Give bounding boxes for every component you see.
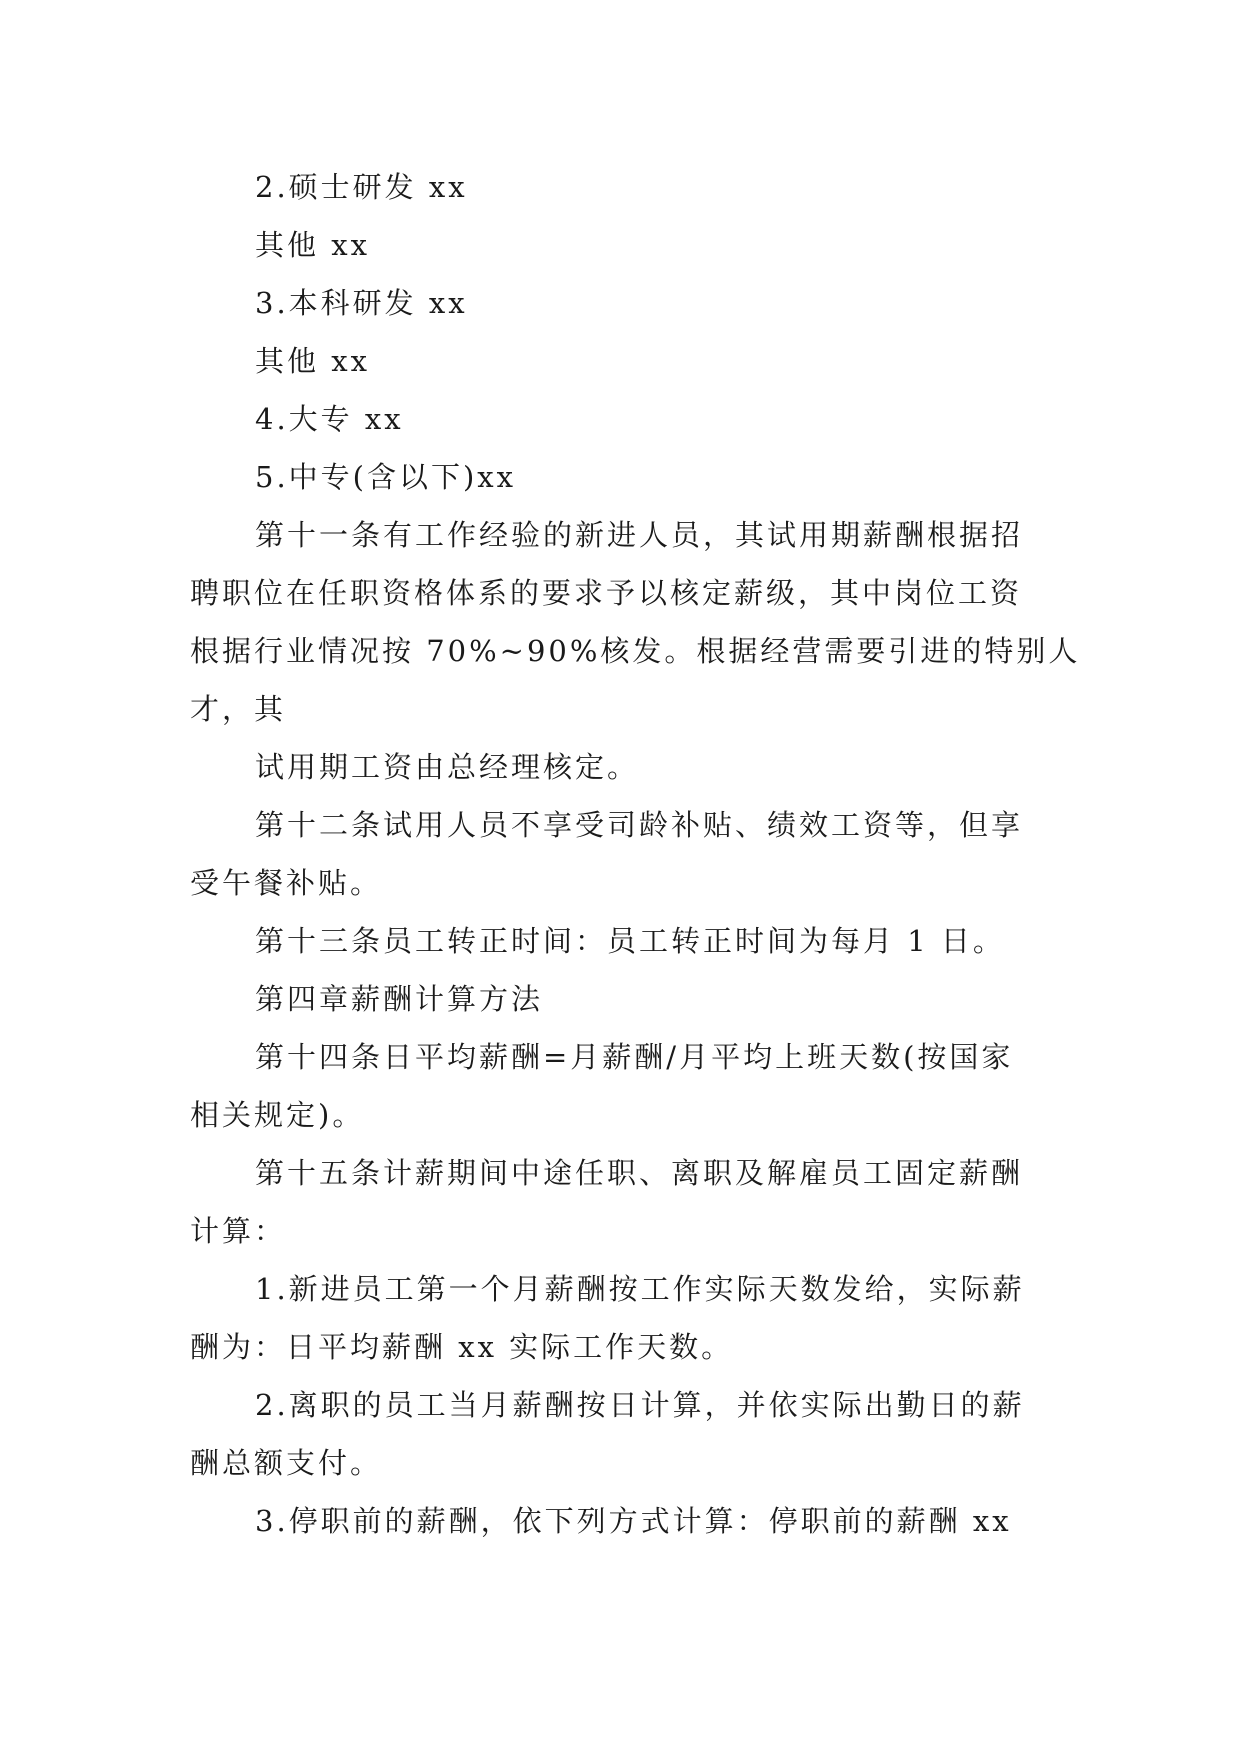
text-line: 第十三条员工转正时间：员工转正时间为每月 1 日。: [255, 924, 1005, 958]
text-line: 才，其: [190, 692, 287, 726]
text-line: 其他 xx: [255, 228, 370, 262]
text-line: 第十一条有工作经验的新进人员，其试用期薪酬根据招: [255, 518, 1024, 552]
text-line: 第十二条试用人员不享受司龄补贴、绩效工资等，但享: [255, 808, 1024, 842]
text-line: 酬总额支付。: [190, 1446, 383, 1480]
chapter-heading: 第四章薪酬计算方法: [255, 982, 544, 1016]
text-line: 3.停职前的薪酬，依下列方式计算：停职前的薪酬 xx: [255, 1504, 1012, 1538]
text-line: 受午餐补贴。: [190, 866, 383, 900]
text-line: 聘职位在任职资格体系的要求予以核定薪级，其中岗位工资: [190, 576, 1023, 610]
text-line: 2.离职的员工当月薪酬按日计算，并依实际出勤日的薪: [255, 1388, 1025, 1422]
text-line: 4.大专 xx: [255, 402, 404, 436]
text-line: 3.本科研发 xx: [255, 286, 468, 320]
text-line: 酬为：日平均薪酬 xx 实际工作天数。: [190, 1330, 734, 1364]
text-line: 1.新进员工第一个月薪酬按工作实际天数发给，实际薪: [255, 1272, 1025, 1306]
text-line: 5.中专(含以下)xx: [255, 460, 517, 494]
document-body: [190, 158, 1081, 1550]
text-line: 相关规定)。: [190, 1098, 365, 1132]
text-line: 2.硕士研发 xx: [255, 170, 468, 204]
text-line: 试用期工资由总经理核定。: [255, 750, 640, 784]
text-line: 其他 xx: [255, 344, 370, 378]
text-line: 根据行业情况按 70%~90%核发。根据经营需要引进的特别人: [190, 634, 1081, 668]
text-line: 第十五条计薪期间中途任职、离职及解雇员工固定薪酬: [255, 1156, 1024, 1190]
text-line: 计算：: [190, 1214, 287, 1248]
text-line: 第十四条日平均薪酬=月薪酬/月平均上班天数(按国家: [255, 1040, 1014, 1074]
